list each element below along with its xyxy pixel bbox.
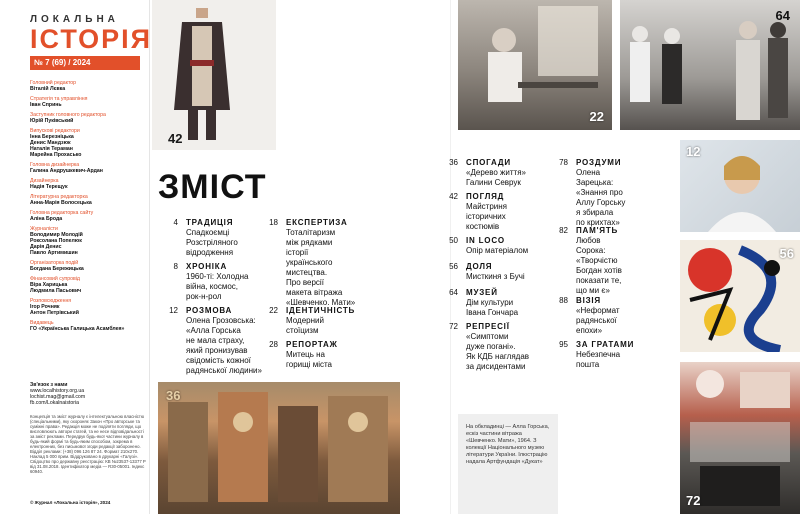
toc-description-line: «Шевченко. Мати» xyxy=(286,298,356,307)
staff-block xyxy=(30,260,145,272)
toc-page-number: 12 xyxy=(169,306,178,315)
toc-description-line: за дисидентами xyxy=(466,362,526,371)
staff-list xyxy=(30,80,145,336)
toc-description-line: Як КДБ наглядав xyxy=(466,352,530,361)
staff-role: Організаторка подій xyxy=(30,260,79,266)
staff-block xyxy=(30,96,145,108)
toc-description-line: епохи» xyxy=(576,326,603,335)
masthead-column xyxy=(0,0,153,514)
toc-description xyxy=(576,306,620,336)
toc-description xyxy=(466,332,529,372)
staff-role: Фінансовий супровід xyxy=(30,276,80,282)
staff-role: Головна дизайнерка xyxy=(30,162,80,168)
staff-name: Юрій Пуківський xyxy=(30,118,74,124)
toc-description-line: Тоталітаризм xyxy=(286,228,336,237)
toc-page-number: 8 xyxy=(173,262,178,271)
cover-note: На обкладинці — Алла Горська, ескіз частини вітража «Шевченко. Мати», 1964. З колекції Національного музею літератури України. Ілюстрацію надала Артфундація «Дукат» xyxy=(458,414,558,514)
toc-page-number: 56 xyxy=(449,262,458,271)
crowd-photo xyxy=(620,0,800,130)
toc-section-title: ХРОНІКА xyxy=(186,262,228,271)
painter-photo xyxy=(458,0,612,130)
toc-section-title: РЕПРЕСІЇ xyxy=(466,322,510,331)
toc-description-line: Олена xyxy=(576,168,601,177)
contents-title: ЗМІСТ xyxy=(158,168,267,206)
page-number-12: 12 xyxy=(686,144,701,159)
staff-role: Випускові редактори xyxy=(30,128,80,134)
staff-name: Володимир Молодій xyxy=(30,232,83,238)
toc-description-line: Олена Грозовська: xyxy=(186,316,256,325)
abstract-art xyxy=(680,240,800,352)
toc-description-line: історії xyxy=(286,248,309,257)
toc-description-line: «Творчістю xyxy=(576,256,618,265)
staff-role: Головна редакторка сайту xyxy=(30,210,94,216)
toc-description-line: рок-н-рол xyxy=(186,292,222,301)
toc-page-number: 95 xyxy=(559,340,568,349)
toc-section-title: СПОГАДИ xyxy=(466,158,511,167)
logo-main-word: ІСТОРІЯ xyxy=(30,24,153,54)
staff-block xyxy=(30,128,145,158)
toc-section-title: РОЗМОВА xyxy=(186,306,233,315)
page-number-56: 56 xyxy=(779,246,794,261)
page-divider xyxy=(450,0,451,514)
mural-illustration xyxy=(158,382,400,514)
contacts-heading: Зв'язок з нами xyxy=(30,382,68,388)
toc-description-line: показати те, xyxy=(576,276,622,285)
toc-description xyxy=(466,272,525,282)
contact-facebook[interactable]: fb.com/Lokalnaistoria xyxy=(30,400,80,406)
staff-block xyxy=(30,298,145,316)
toc-description-line: радянської xyxy=(576,316,617,325)
toc-description-line: Модерний xyxy=(286,316,324,325)
staff-name: Віталій Лєвка xyxy=(30,86,66,92)
collage-photo xyxy=(680,362,800,514)
toc-description-line: Любов xyxy=(576,236,601,245)
staff-name: Марейна Прохасько xyxy=(30,152,82,158)
staff-name: Аліна Брода xyxy=(30,216,63,222)
toc-page-number: 4 xyxy=(173,218,178,227)
toc-description-line: по крихтах» xyxy=(576,218,620,227)
staff-name: Віра Харицька xyxy=(30,282,68,288)
toc-description-line: між рядками xyxy=(286,238,333,247)
toc-description-line: українського xyxy=(286,258,333,267)
staff-role: Головний редактор xyxy=(30,80,77,86)
toc-page-number: 78 xyxy=(559,158,568,167)
toc-description-line: «Симптоми xyxy=(466,332,509,341)
toc-page-number: 72 xyxy=(449,322,458,331)
staff-role: Літературна редакторка xyxy=(30,194,88,200)
legal-notice: Концепція та зміст журналу є інтелектуальною власністю (спеціальними), яку охороняє Закон «Про авторське та суміжні права». Редакція може не поділяти погляди, що висловлюють автори статей, та не несе відповідальності за зміст реклами. Передрук будь-якої частини журналу в будь-який формі та будь-яким способом, зокрема в електронних, без письмової згоди редакції заборонено. Відділ реклами: (+38) 096 126 87 24. Формат 210x270. Наклад 5 000 прим. Віддруковано в друкарні «Галузі». Свідоцтво про державну реєстрацію: КВ №23537-13377 Р від 31.08.2018. Ідентифікатор медіа — R30-05001. Індекс 60940. xyxy=(30,414,146,474)
toc-description-line: війна, космос, xyxy=(186,282,239,291)
toc-description-line: Дім культури xyxy=(466,298,514,307)
staff-name: Іван Спринь xyxy=(30,102,62,108)
staff-name: Наталія Тераман xyxy=(30,146,73,152)
toc-description-line: свідомість кожної xyxy=(186,356,251,365)
toc-description xyxy=(186,316,262,376)
staff-block xyxy=(30,276,145,294)
toc-description xyxy=(286,316,324,336)
toc-description-line: Розстріляного xyxy=(186,238,238,247)
staff-name: Ігор Рочняк xyxy=(30,304,60,310)
copyright: © Журнал «Локальна історія», 2024 xyxy=(30,500,111,505)
staff-name: ГО «Українська Галицька Асамблея» xyxy=(30,326,125,332)
staff-name: Дарія Денис xyxy=(30,244,62,250)
toc-section-title: МУЗЕЙ xyxy=(466,288,498,297)
toc-description-line: костюмів xyxy=(466,222,500,231)
toc-section-title: ВІЗІЯ xyxy=(576,296,601,305)
toc-description-line: Майстриня xyxy=(466,202,508,211)
toc-page-number: 82 xyxy=(559,226,568,235)
staff-name: Богдана Бережицька xyxy=(30,266,84,272)
toc-section-title: РЕПОРТАЖ xyxy=(286,340,338,349)
staff-block xyxy=(30,226,145,256)
toc-description xyxy=(576,350,620,370)
toc-page-number: 18 xyxy=(269,218,278,227)
collage-illustration xyxy=(680,362,800,514)
toc-page-number: 88 xyxy=(559,296,568,305)
toc-description-line: Аллу Горську xyxy=(576,198,626,207)
staff-block xyxy=(30,320,145,332)
contact-email[interactable]: lochist.mag@gmail.com xyxy=(30,394,86,400)
page-number-36: 36 xyxy=(166,388,181,403)
costume-image xyxy=(152,0,276,150)
contact-website[interactable]: www.localhistory.org.ua xyxy=(30,388,85,394)
staff-block xyxy=(30,80,145,92)
crowd-illustration xyxy=(620,0,800,130)
toc-page-number: 36 xyxy=(449,158,458,167)
contacts-block xyxy=(30,382,145,406)
staff-role: Розповсюдження xyxy=(30,298,72,304)
toc-description-line: Івана Гончара xyxy=(466,308,519,317)
staff-name: Антон Петрівський xyxy=(30,310,79,316)
toc-description-line: Опір матеріалом xyxy=(466,246,529,255)
toc-description-line: Сорока: xyxy=(576,246,606,255)
toc-description-line: «Неформат xyxy=(576,306,620,315)
toc-description-line: Про версії xyxy=(286,278,324,287)
toc-description-line: пошта xyxy=(576,360,600,369)
toc-section-title: ПОГЛЯД xyxy=(466,192,505,201)
toc-page-number: 42 xyxy=(449,192,458,201)
toc-description-line: «Дерево життя» xyxy=(466,168,526,177)
staff-block xyxy=(30,210,145,222)
toc-section-title: ДОЛЯ xyxy=(466,262,493,271)
toc-description-line: мистецтва. xyxy=(286,268,328,277)
staff-block xyxy=(30,162,145,174)
toc-description-line: який пронизував xyxy=(186,346,248,355)
page-number-42: 42 xyxy=(168,131,183,146)
toc-page-number: 28 xyxy=(269,340,278,349)
toc-description-line: Галини Севрук xyxy=(466,178,521,187)
toc-description xyxy=(466,246,528,256)
toc-section-title: ТРАДИЦІЯ xyxy=(186,218,234,227)
toc-page-number: 22 xyxy=(269,306,278,315)
toc-page-number: 50 xyxy=(449,236,458,245)
toc-description xyxy=(466,168,526,188)
issue-number: № 7 (69) / 2024 xyxy=(30,56,140,70)
toc-description xyxy=(286,228,355,308)
staff-name: Роксолана Попелюк xyxy=(30,238,82,244)
toc-page-number: 64 xyxy=(449,288,458,297)
toc-section-title: ЗА ГРАТАМИ xyxy=(576,340,635,349)
toc-description-line: я збирала xyxy=(576,208,614,217)
staff-block xyxy=(30,194,145,206)
toc-description-line: Митець на xyxy=(286,350,325,359)
toc-description-line: не мала страху, xyxy=(186,336,245,345)
staff-block xyxy=(30,112,145,124)
toc-description-line: Небезпечна xyxy=(576,350,621,359)
toc-description-line: стоїцизм xyxy=(286,326,319,335)
toc-description-line: дуже погані». xyxy=(466,342,516,351)
toc-description-line: Спадкоємці xyxy=(186,228,230,237)
toc-description-line: горищі міста xyxy=(286,360,332,369)
toc-description-line: що ми є» xyxy=(576,286,610,295)
staff-block xyxy=(30,178,145,190)
toc-section-title: ПАМ'ЯТЬ xyxy=(576,226,619,235)
toc-description-line: «Алла Горська xyxy=(186,326,241,335)
toc-description xyxy=(576,168,625,228)
toc-section-title: ЕКСПЕРТИЗА xyxy=(286,218,348,227)
toc-description-line: радянської людини» xyxy=(186,366,262,375)
page-number-64: 64 xyxy=(775,8,790,23)
toc-description-line: відродження xyxy=(186,248,234,257)
toc-description-line: історичних xyxy=(466,212,506,221)
staff-role: Видавець xyxy=(30,320,54,326)
toc-description xyxy=(466,298,518,318)
staff-name: Людмила Пасьович xyxy=(30,288,82,294)
logo-top-word: ЛОКАЛЬНА xyxy=(30,14,119,25)
toc-section-title: РОЗДУМИ xyxy=(576,158,622,167)
toc-section-title: IN LOCO xyxy=(466,236,505,245)
staff-name: Анна-Марія Волосецька xyxy=(30,200,92,206)
mural-image xyxy=(158,382,400,514)
staff-role: Стратегія та управління xyxy=(30,96,88,102)
staff-name: Денис Мандзюк xyxy=(30,140,71,146)
toc-section-title: ІДЕНТИЧНІСТЬ xyxy=(286,306,356,315)
toc-description xyxy=(186,272,248,302)
staff-role: Журналісти xyxy=(30,226,58,232)
staff-name: Галина Андрушкевич-Ардан xyxy=(30,168,103,174)
staff-role: Дизайнерка xyxy=(30,178,59,184)
staff-role: Заступник головного редактора xyxy=(30,112,106,118)
toc-description xyxy=(576,236,622,296)
toc-description-line: Мисткиня з Бучі xyxy=(466,272,525,281)
toc-description xyxy=(466,202,507,232)
toc-description-line: макета вітража xyxy=(286,288,343,297)
toc-description-line: Богдан хотів xyxy=(576,266,622,275)
toc-description-line: 1960-ті: Холодна xyxy=(186,272,249,281)
toc-description-line: Зарецька: xyxy=(576,178,614,187)
staff-name: Інна Березніцька xyxy=(30,134,74,140)
page-number-72: 72 xyxy=(686,493,701,508)
staff-name: Надія Терещук xyxy=(30,184,68,190)
toc-description xyxy=(186,228,238,258)
costume-illustration xyxy=(152,0,276,150)
portrait-photo xyxy=(680,140,800,232)
page-number-22: 22 xyxy=(589,109,604,124)
staff-name: Павло Артимишин xyxy=(30,250,78,256)
toc-description-line: «Знання про xyxy=(576,188,623,197)
toc-description xyxy=(286,350,332,370)
